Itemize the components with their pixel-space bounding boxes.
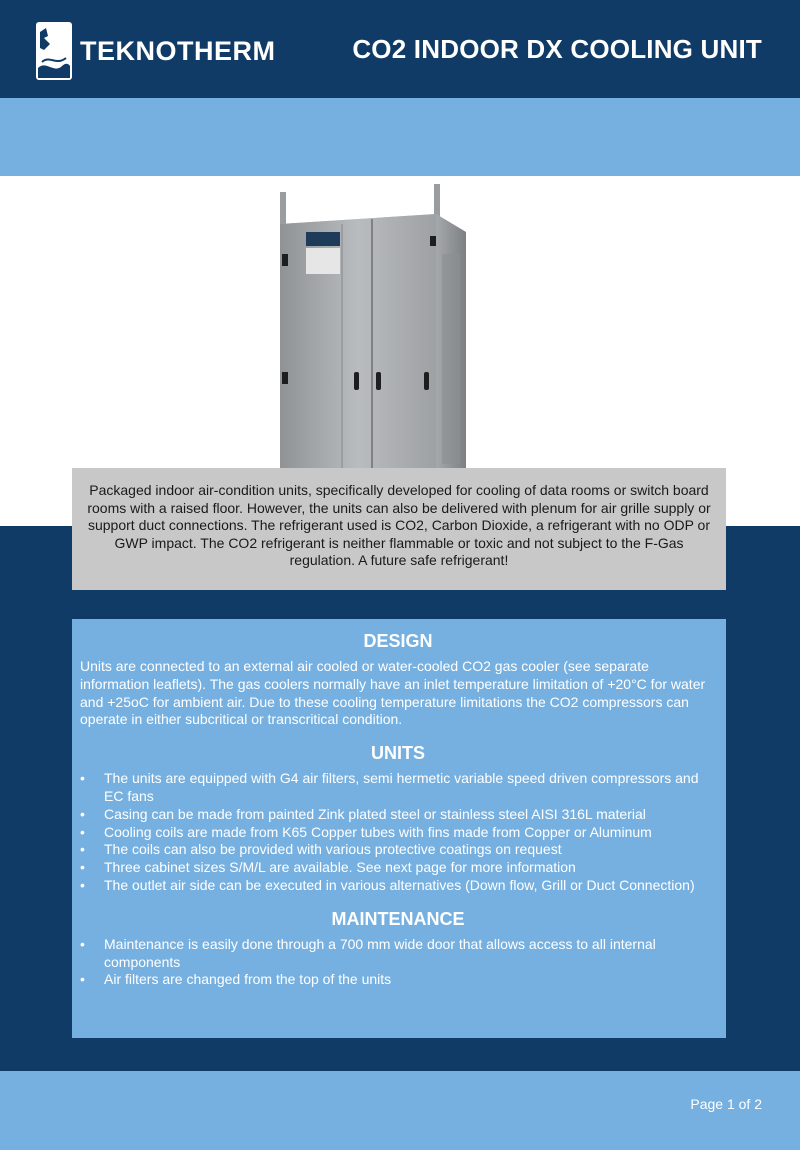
list-item: • Three cabinet sizes S/M/L are available. See next page for more information <box>80 859 716 877</box>
list-item: • Casing can be made from painted Zink plated steel or stainless steel AISI 316L material <box>80 806 716 824</box>
footer-bar <box>0 1071 800 1150</box>
intro-description: Packaged indoor air-condition units, specifically developed for cooling of data rooms or switch board rooms with a raised floor. However, the units can also be delivered with plenum for air grille supply or support duct connections. The refrigerant used is CO2, Carbon Dioxide, a refrigerant with no ODP or GWP impact. The CO2 refrigerant is neither flammable or toxic and not subject to the F-Gas regulation. A future safe refrigerant! <box>72 468 726 590</box>
list-item: • The units are equipped with G4 air filters, semi hermetic variable speed driven compressors and EC fans <box>80 770 716 806</box>
list-item: • Maintenance is easily done through a 700 mm wide door that allows access to all internal components <box>80 936 716 972</box>
teknotherm-logo-icon <box>36 22 72 80</box>
units-heading: UNITS <box>371 743 425 764</box>
page-number: Page 1 of 2 <box>690 1096 762 1112</box>
top-accent-band <box>0 98 800 176</box>
list-item: • Air filters are changed from the top of the units <box>80 971 716 989</box>
design-text: Units are connected to an external air cooled or water-cooled CO2 gas cooler (see separate information leaflets). The gas coolers normally have an inlet temperature limitation of +20°C for water and +25oC for ambient air. Due to these cooling temperature limitations the CO2 compressors can operate in either subcritical or transcritical condition. <box>80 658 706 728</box>
design-heading: DESIGN <box>363 631 433 651</box>
maintenance-list <box>80 936 716 989</box>
document-title: CO2 INDOOR DX COOLING UNIT <box>352 34 762 64</box>
list-item: • Cooling coils are made from K65 Copper tubes with fins made from Copper or Aluminum <box>80 824 716 842</box>
features-panel <box>72 619 726 1038</box>
list-item: • The outlet air side can be executed in various alternatives (Down flow, Grill or Duct Connection) <box>80 877 716 895</box>
product-image <box>276 184 472 469</box>
units-list <box>80 770 716 895</box>
maintenance-heading: MAINTENANCE <box>331 908 465 929</box>
logo-wordmark: TEKNOTHERM <box>80 35 276 66</box>
list-item: • The coils can also be provided with various protective coatings on request <box>80 841 716 859</box>
company-logo <box>36 22 286 80</box>
header-bar <box>0 0 800 98</box>
